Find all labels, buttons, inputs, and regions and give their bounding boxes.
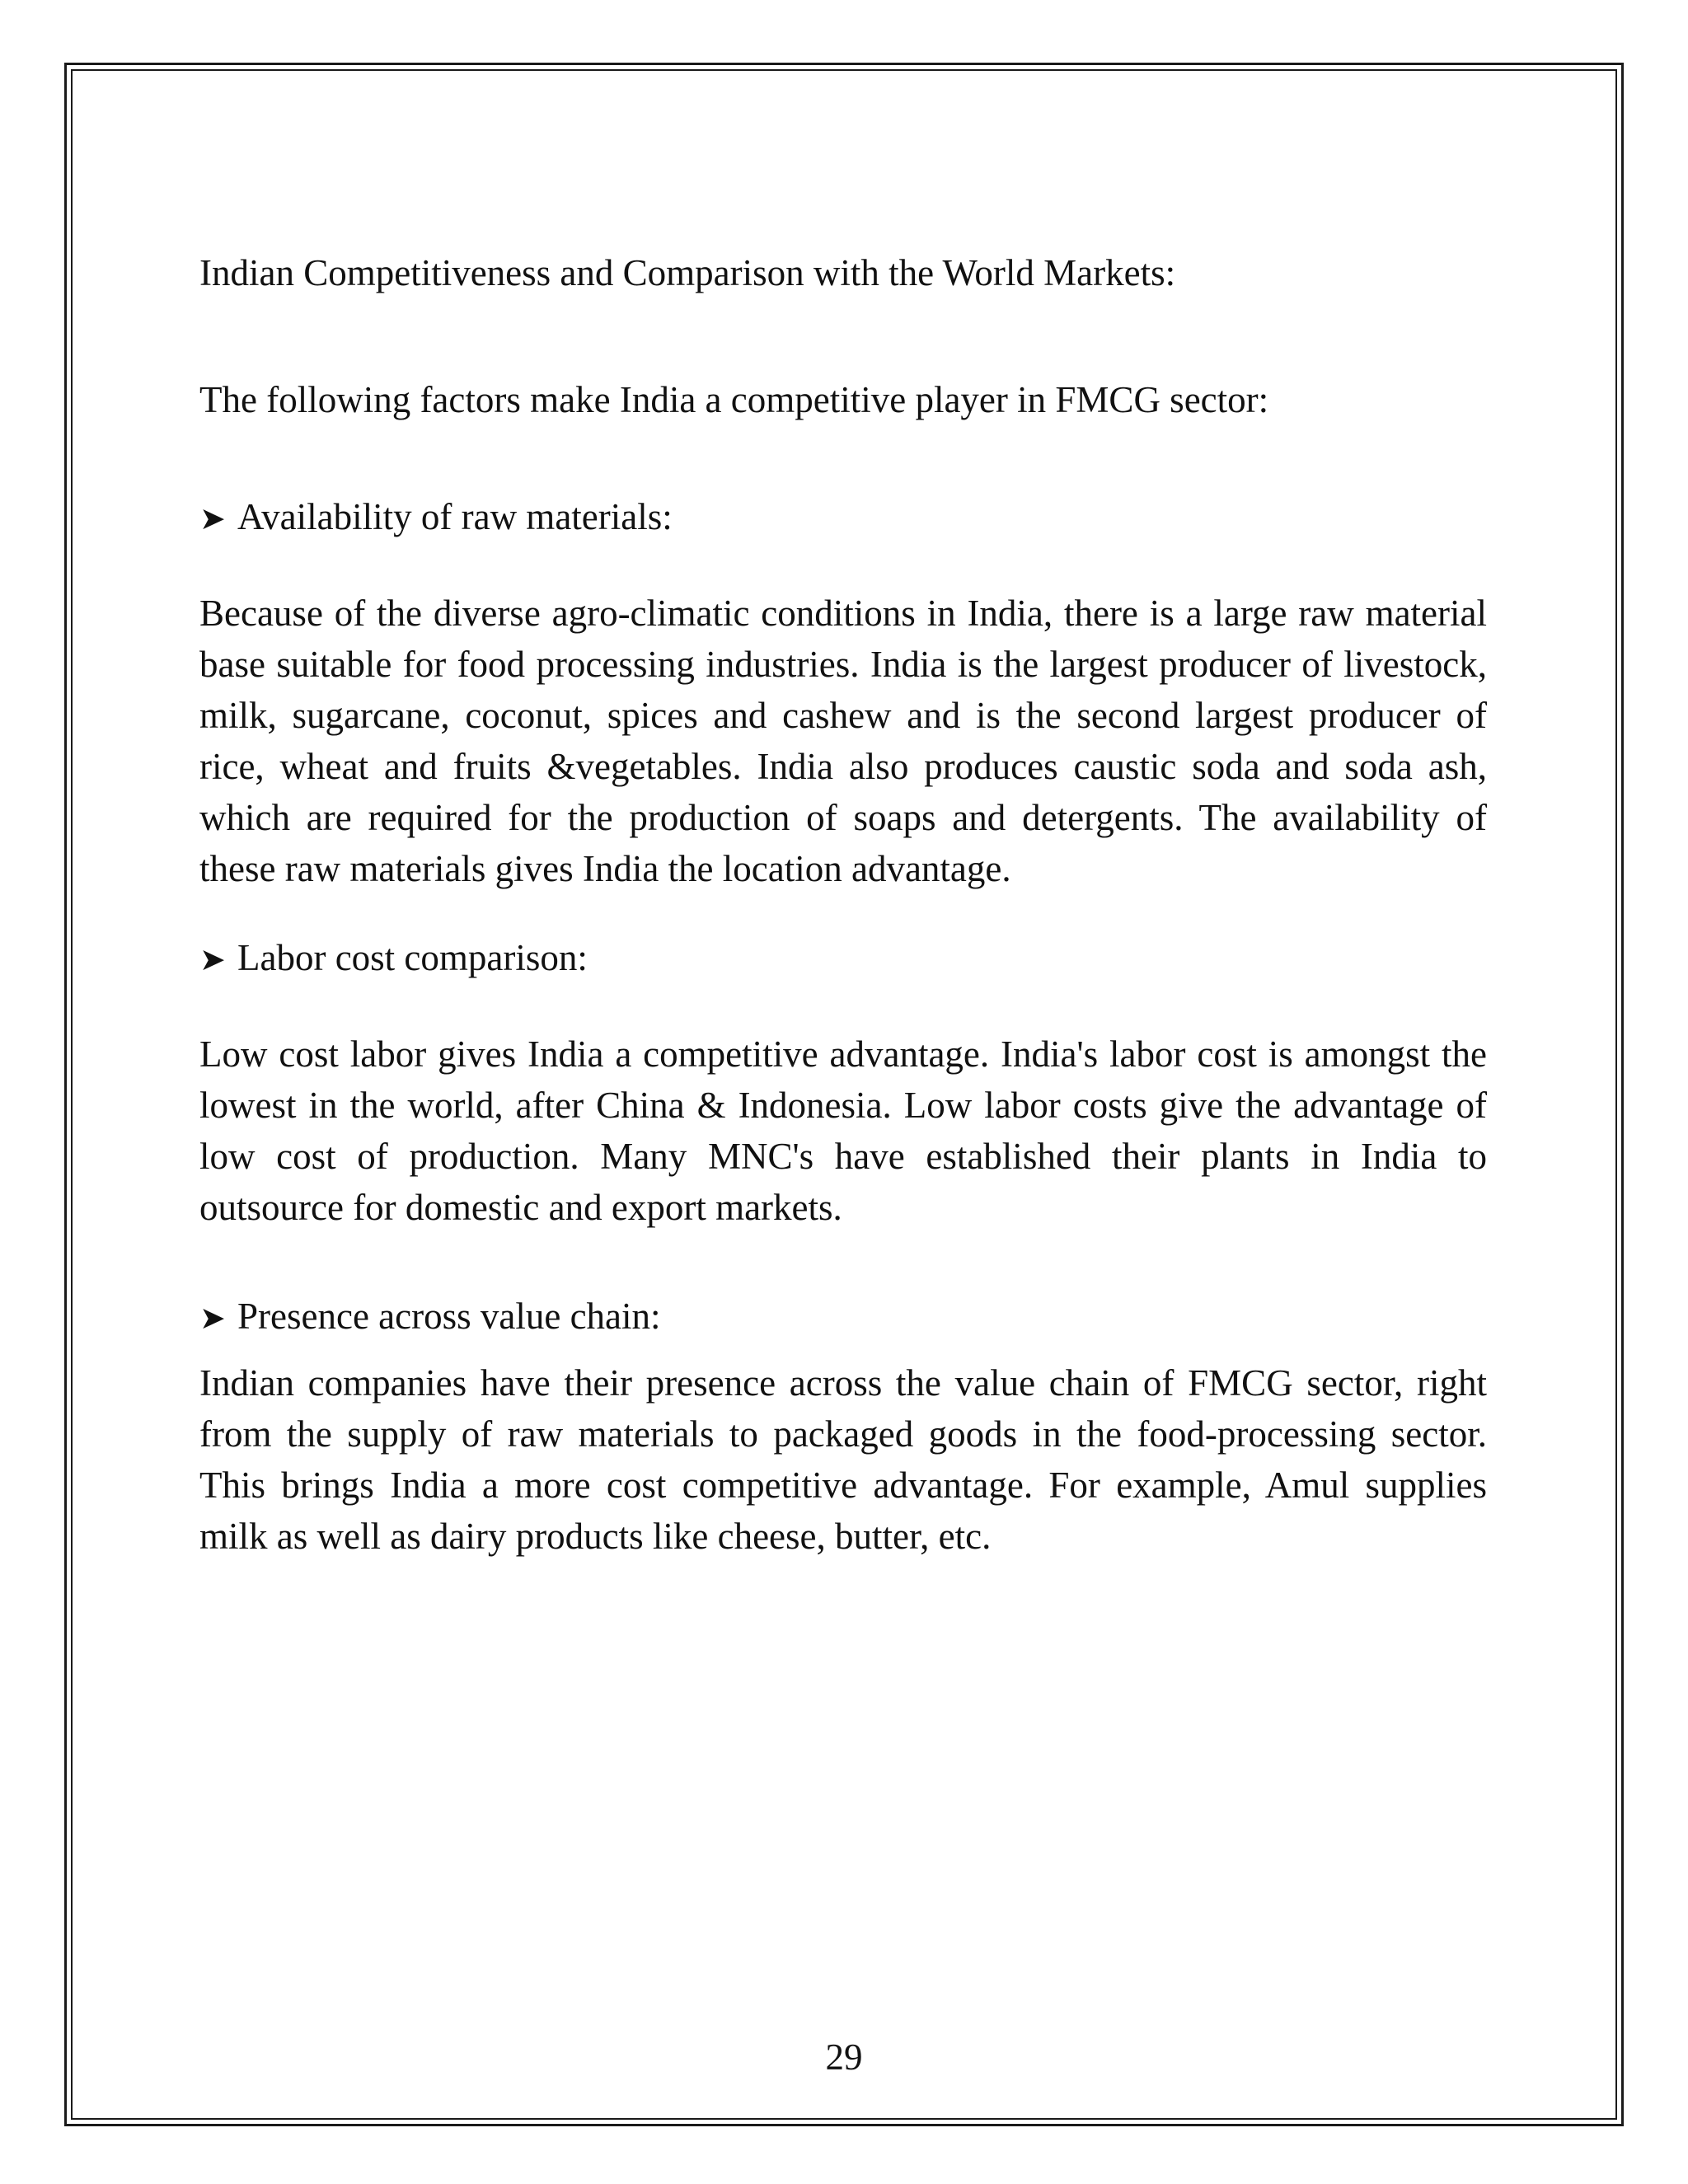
bullet-raw-materials	[199, 491, 1487, 545]
arrowhead-bullet-icon: ➤	[199, 1301, 226, 1336]
bullet-label: Availability of raw materials:	[237, 496, 673, 537]
page-content	[199, 247, 1487, 1600]
arrowhead-bullet-icon: ➤	[199, 943, 226, 977]
bullet-value-chain	[199, 1291, 1487, 1344]
paragraph-raw-materials: Because of the diverse agro-climatic conditions in India, there is a large raw material base suitable for food processing industries. India is the largest producer of livestock, milk, sugarcane, coconut, spices and cashew and is the second largest producer of rice, wheat and fruits &vegetables. India also produces caustic soda and soda ash, which are required for the production of soaps and detergents. The availability of these raw materials gives India the location advantage.	[199, 593, 1487, 889]
page-number: 29	[825, 2036, 863, 2078]
bullet-labor-cost	[199, 932, 1487, 986]
paragraph-value-chain: Indian companies have their presence across the value chain of FMCG sector, right from the supply of raw materials to packaged goods in the food-processing sector. This brings India a more cost competitive advantage. For example, Amul supplies milk as well as dairy products like cheese, butter, etc.	[199, 1362, 1487, 1557]
section-heading: Indian Competitiveness and Comparison with the World Markets:	[199, 252, 1176, 293]
intro-paragraph: The following factors make India a competitive player in FMCG sector:	[199, 379, 1269, 420]
bullet-label: Labor cost comparison:	[237, 937, 588, 978]
paragraph-labor-cost: Low cost labor gives India a competitive advantage. India's labor cost is amongst the lowest in the world, after China & Indonesia. Low labor costs give the advantage of low cost of production. Many MNC's have established their plants in India to outsource for domestic and export markets.	[199, 1033, 1487, 1228]
arrowhead-bullet-icon: ➤	[199, 502, 226, 537]
bullet-label: Presence across value chain:	[237, 1296, 661, 1337]
